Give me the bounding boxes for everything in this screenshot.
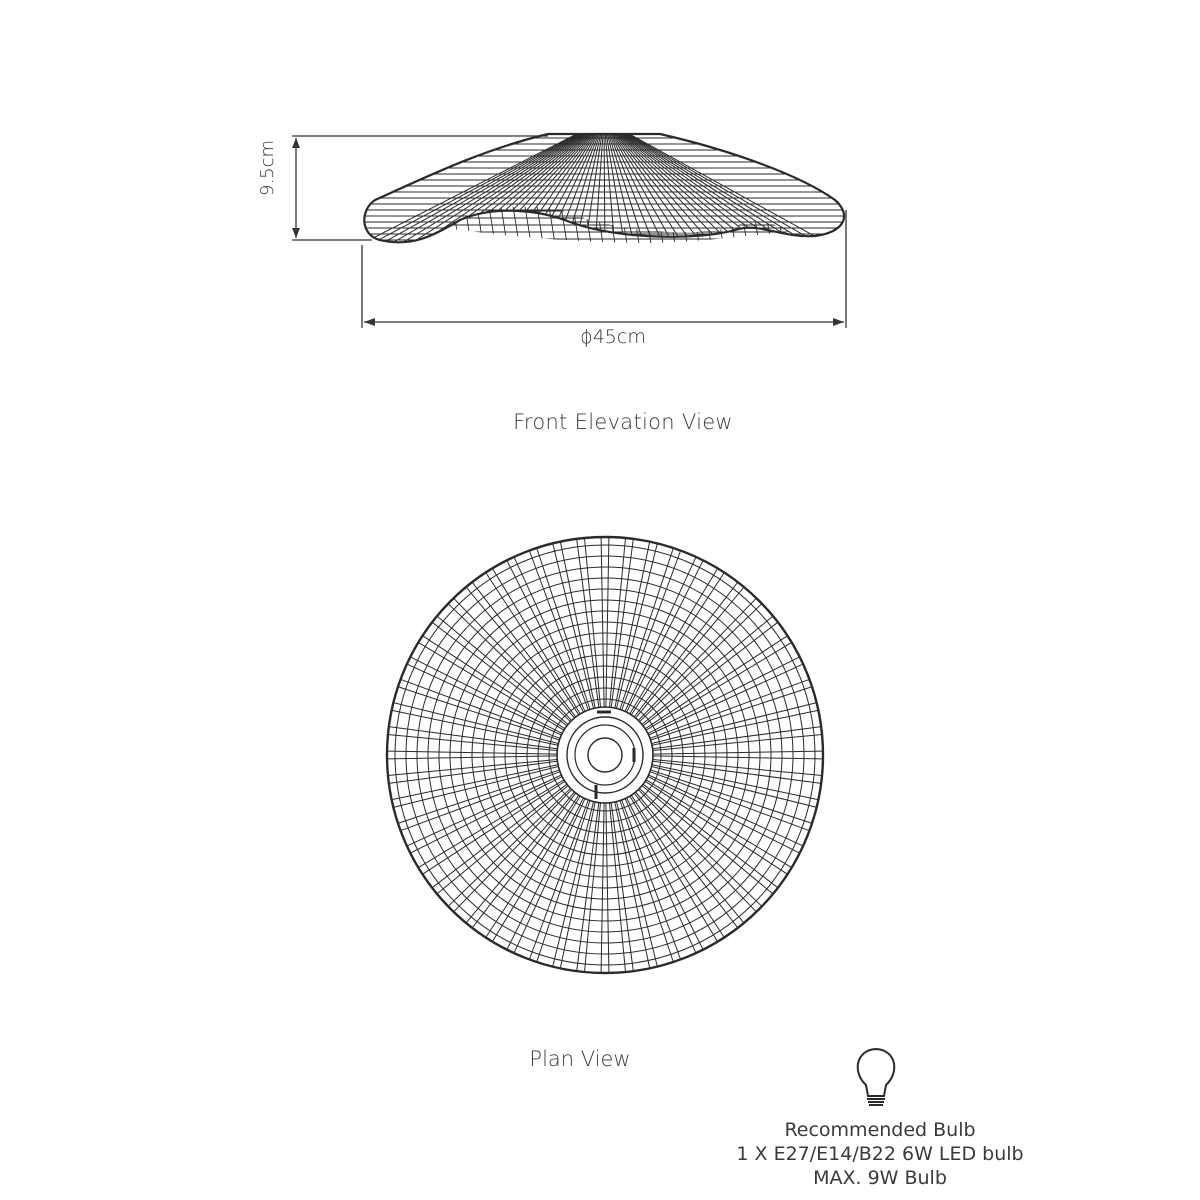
plan-view-caption: Plan View bbox=[529, 1047, 631, 1071]
plan-spoke bbox=[643, 623, 777, 726]
diameter-dimension-label: ϕ45cm bbox=[580, 326, 646, 348]
recommended-bulb-info bbox=[700, 1118, 1060, 1190]
plan-spoke bbox=[390, 727, 558, 749]
plan-spoke bbox=[611, 803, 633, 971]
plan-spoke bbox=[433, 784, 567, 887]
height-dimension bbox=[292, 136, 548, 240]
plan-spoke bbox=[473, 583, 576, 717]
plan-spoke bbox=[653, 727, 821, 749]
light-bulb-icon bbox=[858, 1049, 895, 1105]
plan-spoke bbox=[643, 784, 777, 887]
height-dimension-label: 9.5cm bbox=[257, 139, 278, 196]
mesh-strand bbox=[644, 200, 652, 250]
plan-spoke bbox=[634, 793, 737, 927]
plan-spoke bbox=[577, 803, 599, 971]
plan-spoke bbox=[634, 583, 737, 717]
plan-spoke bbox=[653, 761, 821, 783]
plan-spoke bbox=[611, 540, 633, 708]
bulb-max: MAX. 9W Bulb bbox=[813, 1167, 947, 1189]
plan-view-drawing bbox=[387, 537, 823, 973]
shade-underside-mesh bbox=[430, 200, 800, 250]
bulb-spec: 1 X E27/E14/B22 6W LED bulb bbox=[736, 1143, 1024, 1165]
mesh-strand bbox=[668, 200, 676, 250]
bulb-title: Recommended Bulb bbox=[784, 1119, 976, 1141]
plan-spoke bbox=[473, 793, 576, 927]
front-elevation-caption: Front Elevation View bbox=[513, 410, 733, 434]
plan-spoke bbox=[390, 761, 558, 783]
plan-spoke bbox=[577, 540, 599, 708]
plan-spoke bbox=[433, 623, 567, 726]
